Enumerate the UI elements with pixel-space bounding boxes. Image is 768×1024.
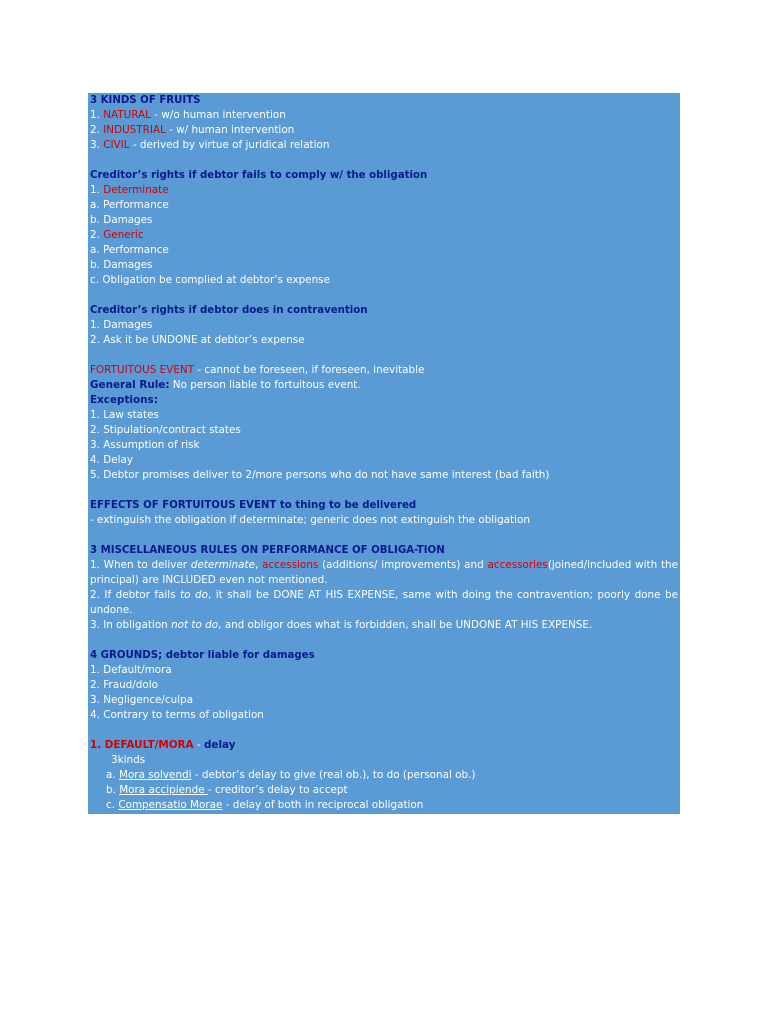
fortuitous-section — [90, 363, 678, 483]
rule-1 — [90, 558, 678, 588]
label: General Rule: — [90, 379, 170, 391]
effects-section — [90, 498, 678, 528]
list-item: 2. Ask it be UNDONE at debtor’s expense — [90, 334, 305, 346]
rule-text: , it shall be DONE AT HIS EXPENSE, same with doing the contravention; poorly done be undone. — [90, 589, 678, 616]
item-text: - w/o human intervention — [150, 109, 286, 121]
paragraph: - extinguish the obligation if determinate; generic does not extinguish the obligation — [90, 514, 530, 526]
emphasis: to do — [180, 589, 208, 601]
term: Compensatio Morae — [118, 799, 223, 811]
section-heading: 3 MISCELLANEOUS RULES ON PERFORMANCE OF OBLIGA-TION — [90, 545, 445, 556]
rule-2 — [90, 588, 678, 618]
kinds-label: 3kinds — [111, 754, 146, 766]
list-item — [90, 108, 678, 123]
term: INDUSTRIAL — [103, 124, 166, 136]
item-text: - derived by virtue of juridical relation — [129, 139, 330, 151]
list-item — [90, 798, 678, 813]
list-item — [90, 783, 678, 798]
grounds-section — [90, 648, 678, 723]
rule-text: , and obligor does what is forbidden, shall be UNDONE AT HIS EXPENSE. — [218, 619, 593, 631]
fruits-section — [90, 93, 678, 153]
section-heading: 3 KINDS OF FRUITS — [90, 95, 201, 106]
item-text: - w/ human intervention — [165, 124, 295, 136]
item-number: 2. — [90, 124, 100, 136]
term: CIVIL — [103, 139, 130, 151]
section-heading: Creditor’s rights if debtor does in contravention — [90, 305, 368, 316]
list-item: a. Performance — [90, 199, 169, 211]
term-meaning: delay — [203, 739, 236, 751]
notes-page — [88, 93, 680, 814]
list-item — [90, 123, 678, 138]
item-number: c. — [106, 799, 119, 811]
list-item — [90, 183, 678, 198]
general-rule — [90, 378, 678, 393]
term: 1. DEFAULT/MORA — [90, 739, 194, 751]
list-item: c. Obligation be complied at debtor’s expense — [90, 274, 330, 286]
rule-text: (joined/included with the principal) are INCLUDED even not mentioned. — [90, 559, 679, 586]
item-text: No person liable to fortuitous event. — [169, 379, 361, 391]
term: Mora accipiende — [119, 784, 208, 796]
item-number: 2. — [90, 229, 100, 241]
list-item: b. Damages — [90, 259, 153, 271]
item-number: 3. — [90, 139, 100, 151]
list-item: 4. Contrary to terms of obligation — [90, 709, 264, 721]
item-text: - cannot be foreseen, if foreseen, inevitable — [194, 364, 425, 376]
item-number: 1. — [90, 184, 100, 196]
emphasis: not to do — [171, 619, 219, 631]
list-item: 4. Delay — [90, 454, 134, 466]
item-text: - debtor’s delay to give (real ob.), to do (personal ob.) — [191, 769, 476, 781]
rule-text: (additions/ improvements) and — [318, 559, 488, 571]
rule-text: 1. When to deliver — [90, 559, 191, 571]
list-item: 3. Negligence/culpa — [90, 694, 194, 706]
list-item: 1. Default/mora — [90, 664, 172, 676]
term: Determinate — [103, 184, 169, 196]
item-text: - delay of both in reciprocal obligation — [222, 799, 424, 811]
item-text: - creditor’s delay to accept — [207, 784, 348, 796]
section-heading: Creditor’s rights if debtor fails to comply w/ the obligation — [90, 170, 428, 181]
list-item — [90, 768, 678, 783]
item-number: b. — [106, 784, 120, 796]
term: FORTUITOUS EVENT — [90, 364, 195, 376]
list-item: 2. Stipulation/contract states — [90, 424, 241, 436]
list-item — [90, 138, 678, 153]
item-number: 1. — [90, 109, 100, 121]
separator: - — [193, 739, 204, 751]
creditor-contravention-section — [90, 303, 678, 348]
list-item: 1. Damages — [90, 319, 153, 331]
exceptions-label: Exceptions: — [90, 394, 158, 406]
definition-line — [90, 363, 678, 378]
list-item — [90, 228, 678, 243]
list-item: 1. Law states — [90, 409, 159, 421]
section-heading: EFFECTS OF FORTUITOUS EVENT to thing to be delivered — [90, 500, 417, 511]
list-item: 5. Debtor promises deliver to 2/more persons who do not have same interest (bad faith) — [90, 469, 550, 481]
section-heading — [90, 738, 678, 753]
rule-text: 3. In obligation — [90, 619, 172, 631]
list-item: 2. Fraud/dolo — [90, 679, 158, 691]
term: NATURAL — [103, 109, 151, 121]
list-item: 3. Assumption of risk — [90, 439, 200, 451]
term: accessories — [487, 559, 548, 571]
default-section — [90, 738, 678, 813]
rule-text: , — [255, 559, 263, 571]
rule-text: 2. If debtor fails — [90, 589, 181, 601]
creditor-fail-section — [90, 168, 678, 288]
emphasis: determinate — [190, 559, 256, 571]
misc-rules-section — [90, 543, 678, 633]
list-item: b. Damages — [90, 214, 153, 226]
term: Generic — [103, 229, 144, 241]
list-item: a. Performance — [90, 244, 169, 256]
item-number: a. — [106, 769, 119, 781]
term: accessions — [262, 559, 319, 571]
section-heading: 4 GROUNDS; debtor liable for damages — [90, 650, 315, 661]
rule-3 — [90, 618, 678, 633]
term: Mora solvendi — [118, 769, 192, 781]
